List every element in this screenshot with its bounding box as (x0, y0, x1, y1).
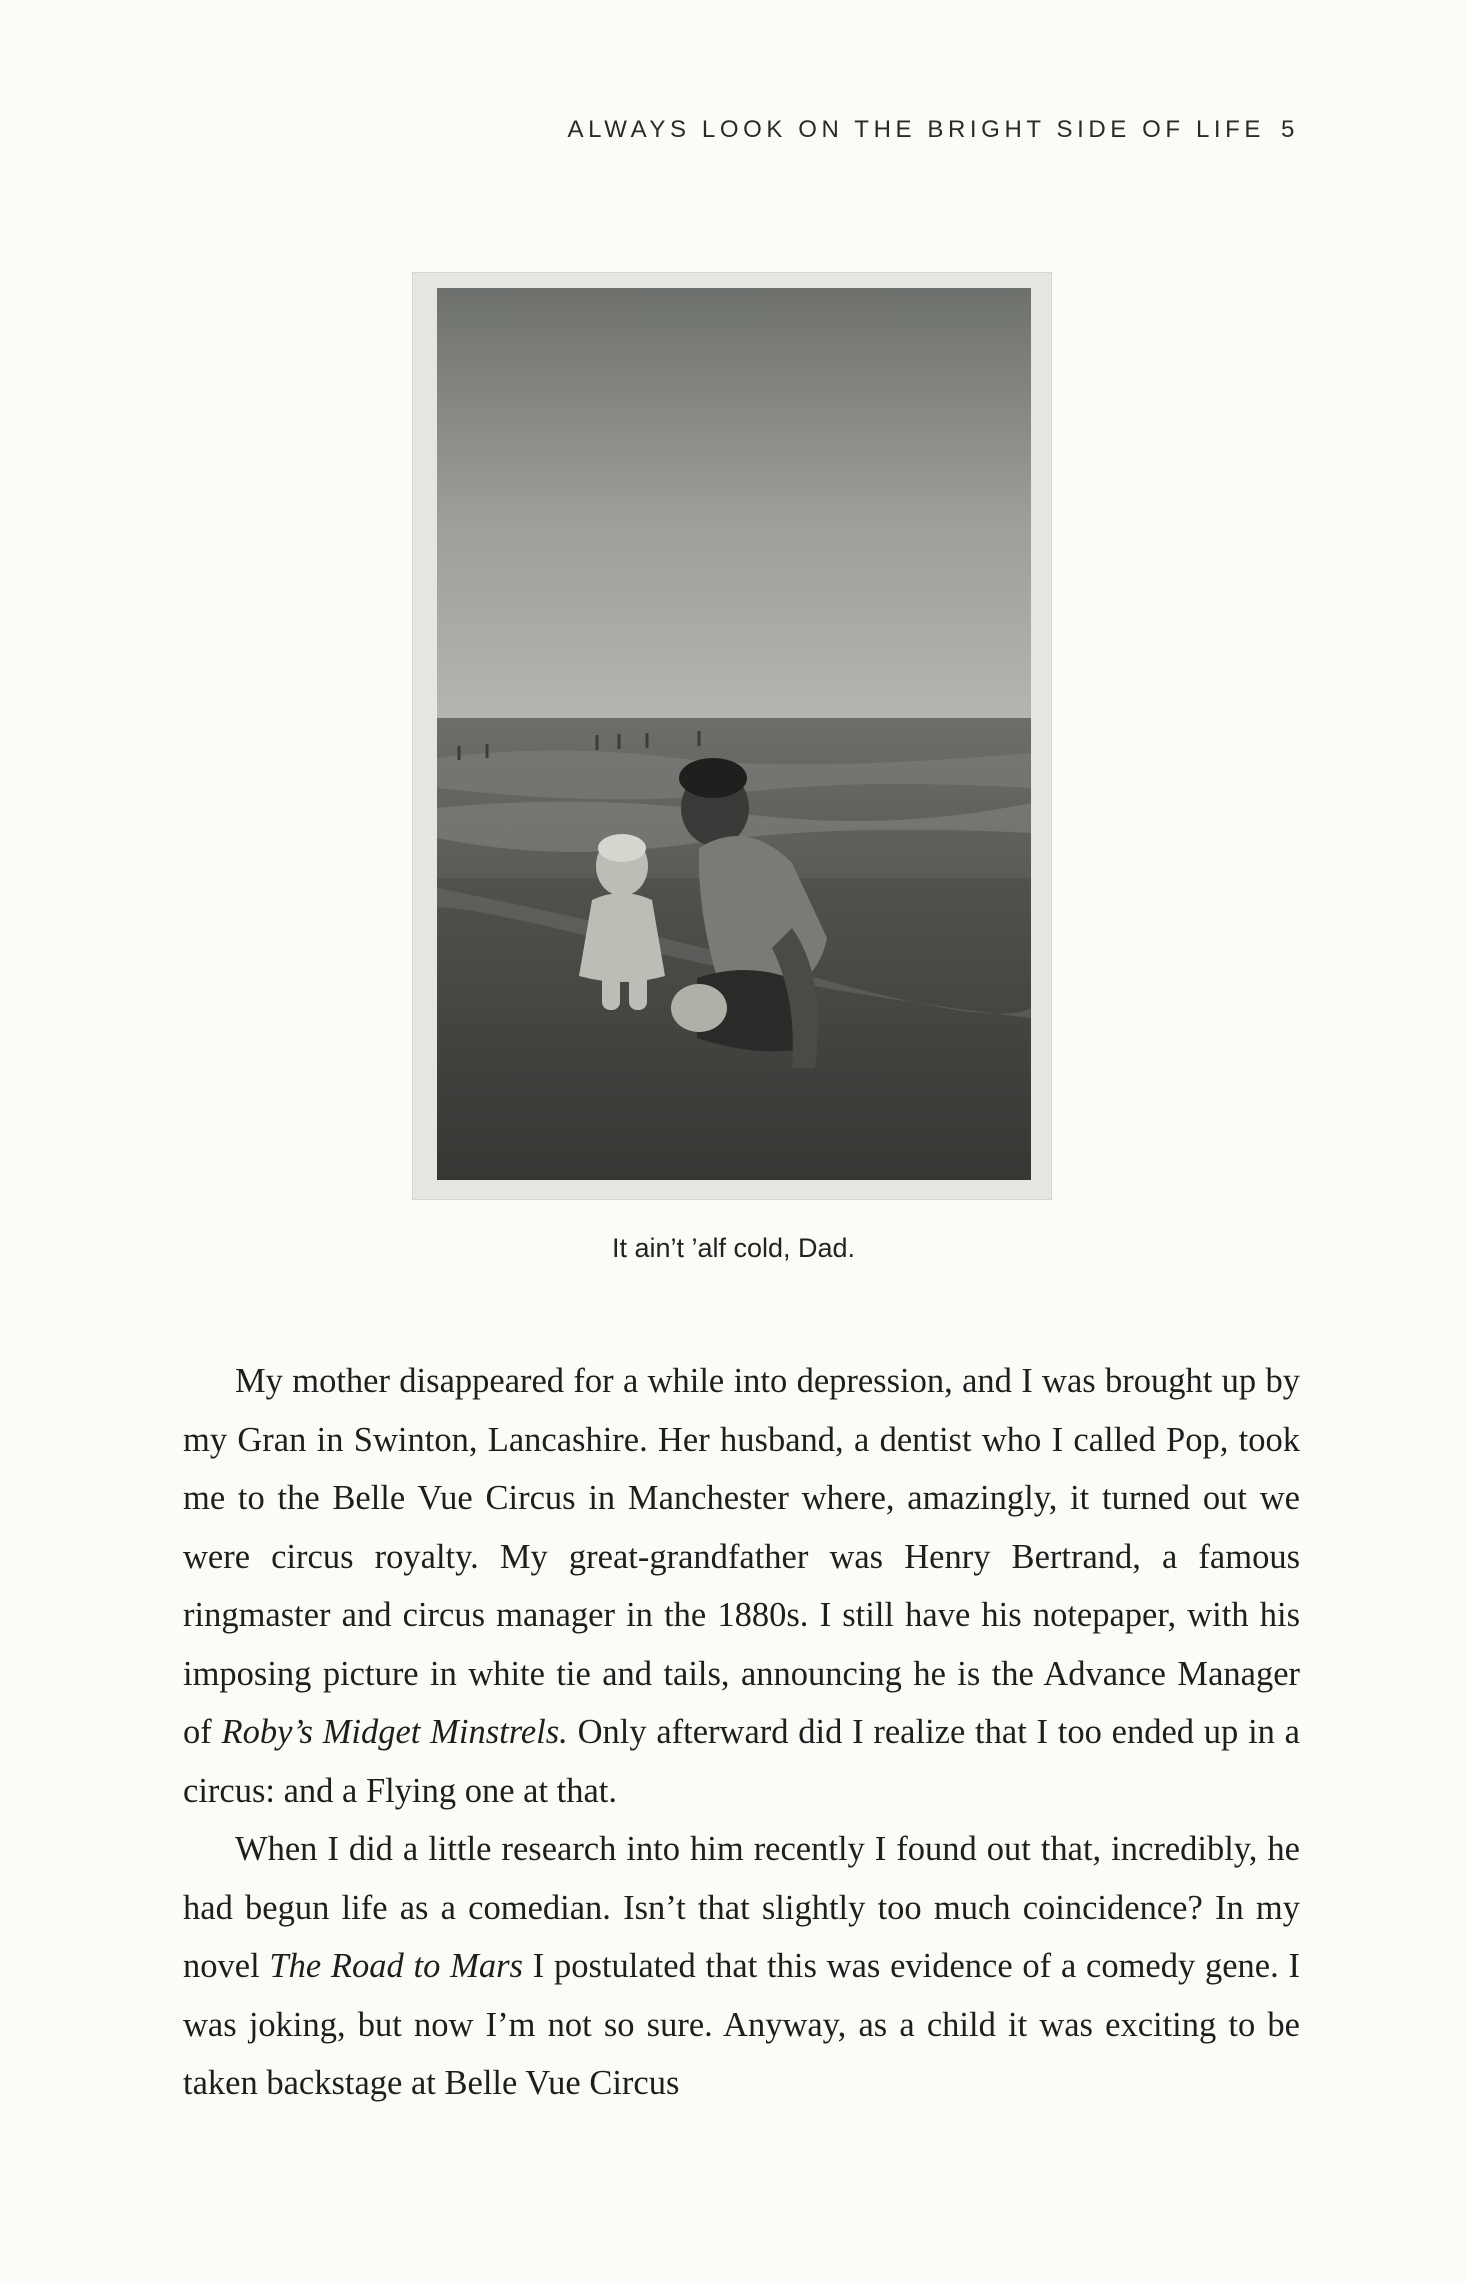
paragraph-2: When I did a little research into him recently I found out that, incredibly, he had begun life as a comedian. Isn’t that slightly too much coincidence? In my novel The Road to Mars I postulated that this was evidence of a comedy gene. I was joking, but now I’m not so sure. Anyway, as a child it was exciting to be taken backstage at Belle Vue Circus (183, 1830, 1300, 2102)
novel-title-italic: The Road to Mars (269, 1947, 523, 1985)
book-title-italic: Roby’s Midget Minstrels. (221, 1713, 568, 1751)
page-number: 5 (1281, 116, 1299, 143)
photo-caption: It ain’t ’alf cold, Dad. (611, 1233, 856, 1263)
running-title: ALWAYS LOOK ON THE BRIGHT SIDE OF LIFE (567, 116, 1266, 143)
paragraph-1: My mother disappeared for a while into depression, and I was brought up by my Gran in Swinton, Lancashire. Her husband, a dentist who I called Pop, took me to the Belle Vue Circus in Manchester where, amazingly, it turned out we were circus royalty. My great-grandfather was Henry Bertrand, a famous ringmaster and circus manager in the 1880s. I still have his notepaper, with his imposing picture in white tie and tails, announcing he is the Advance Manager of Roby’s Midget Minstrels. Only afterward did I realize that I too ended up in a circus: and a Flying one at that. (183, 1362, 1300, 1810)
beach-photo (437, 288, 1031, 1180)
body-text (183, 1352, 1300, 2113)
running-head (567, 116, 1299, 144)
photo-frame (412, 272, 1052, 1200)
